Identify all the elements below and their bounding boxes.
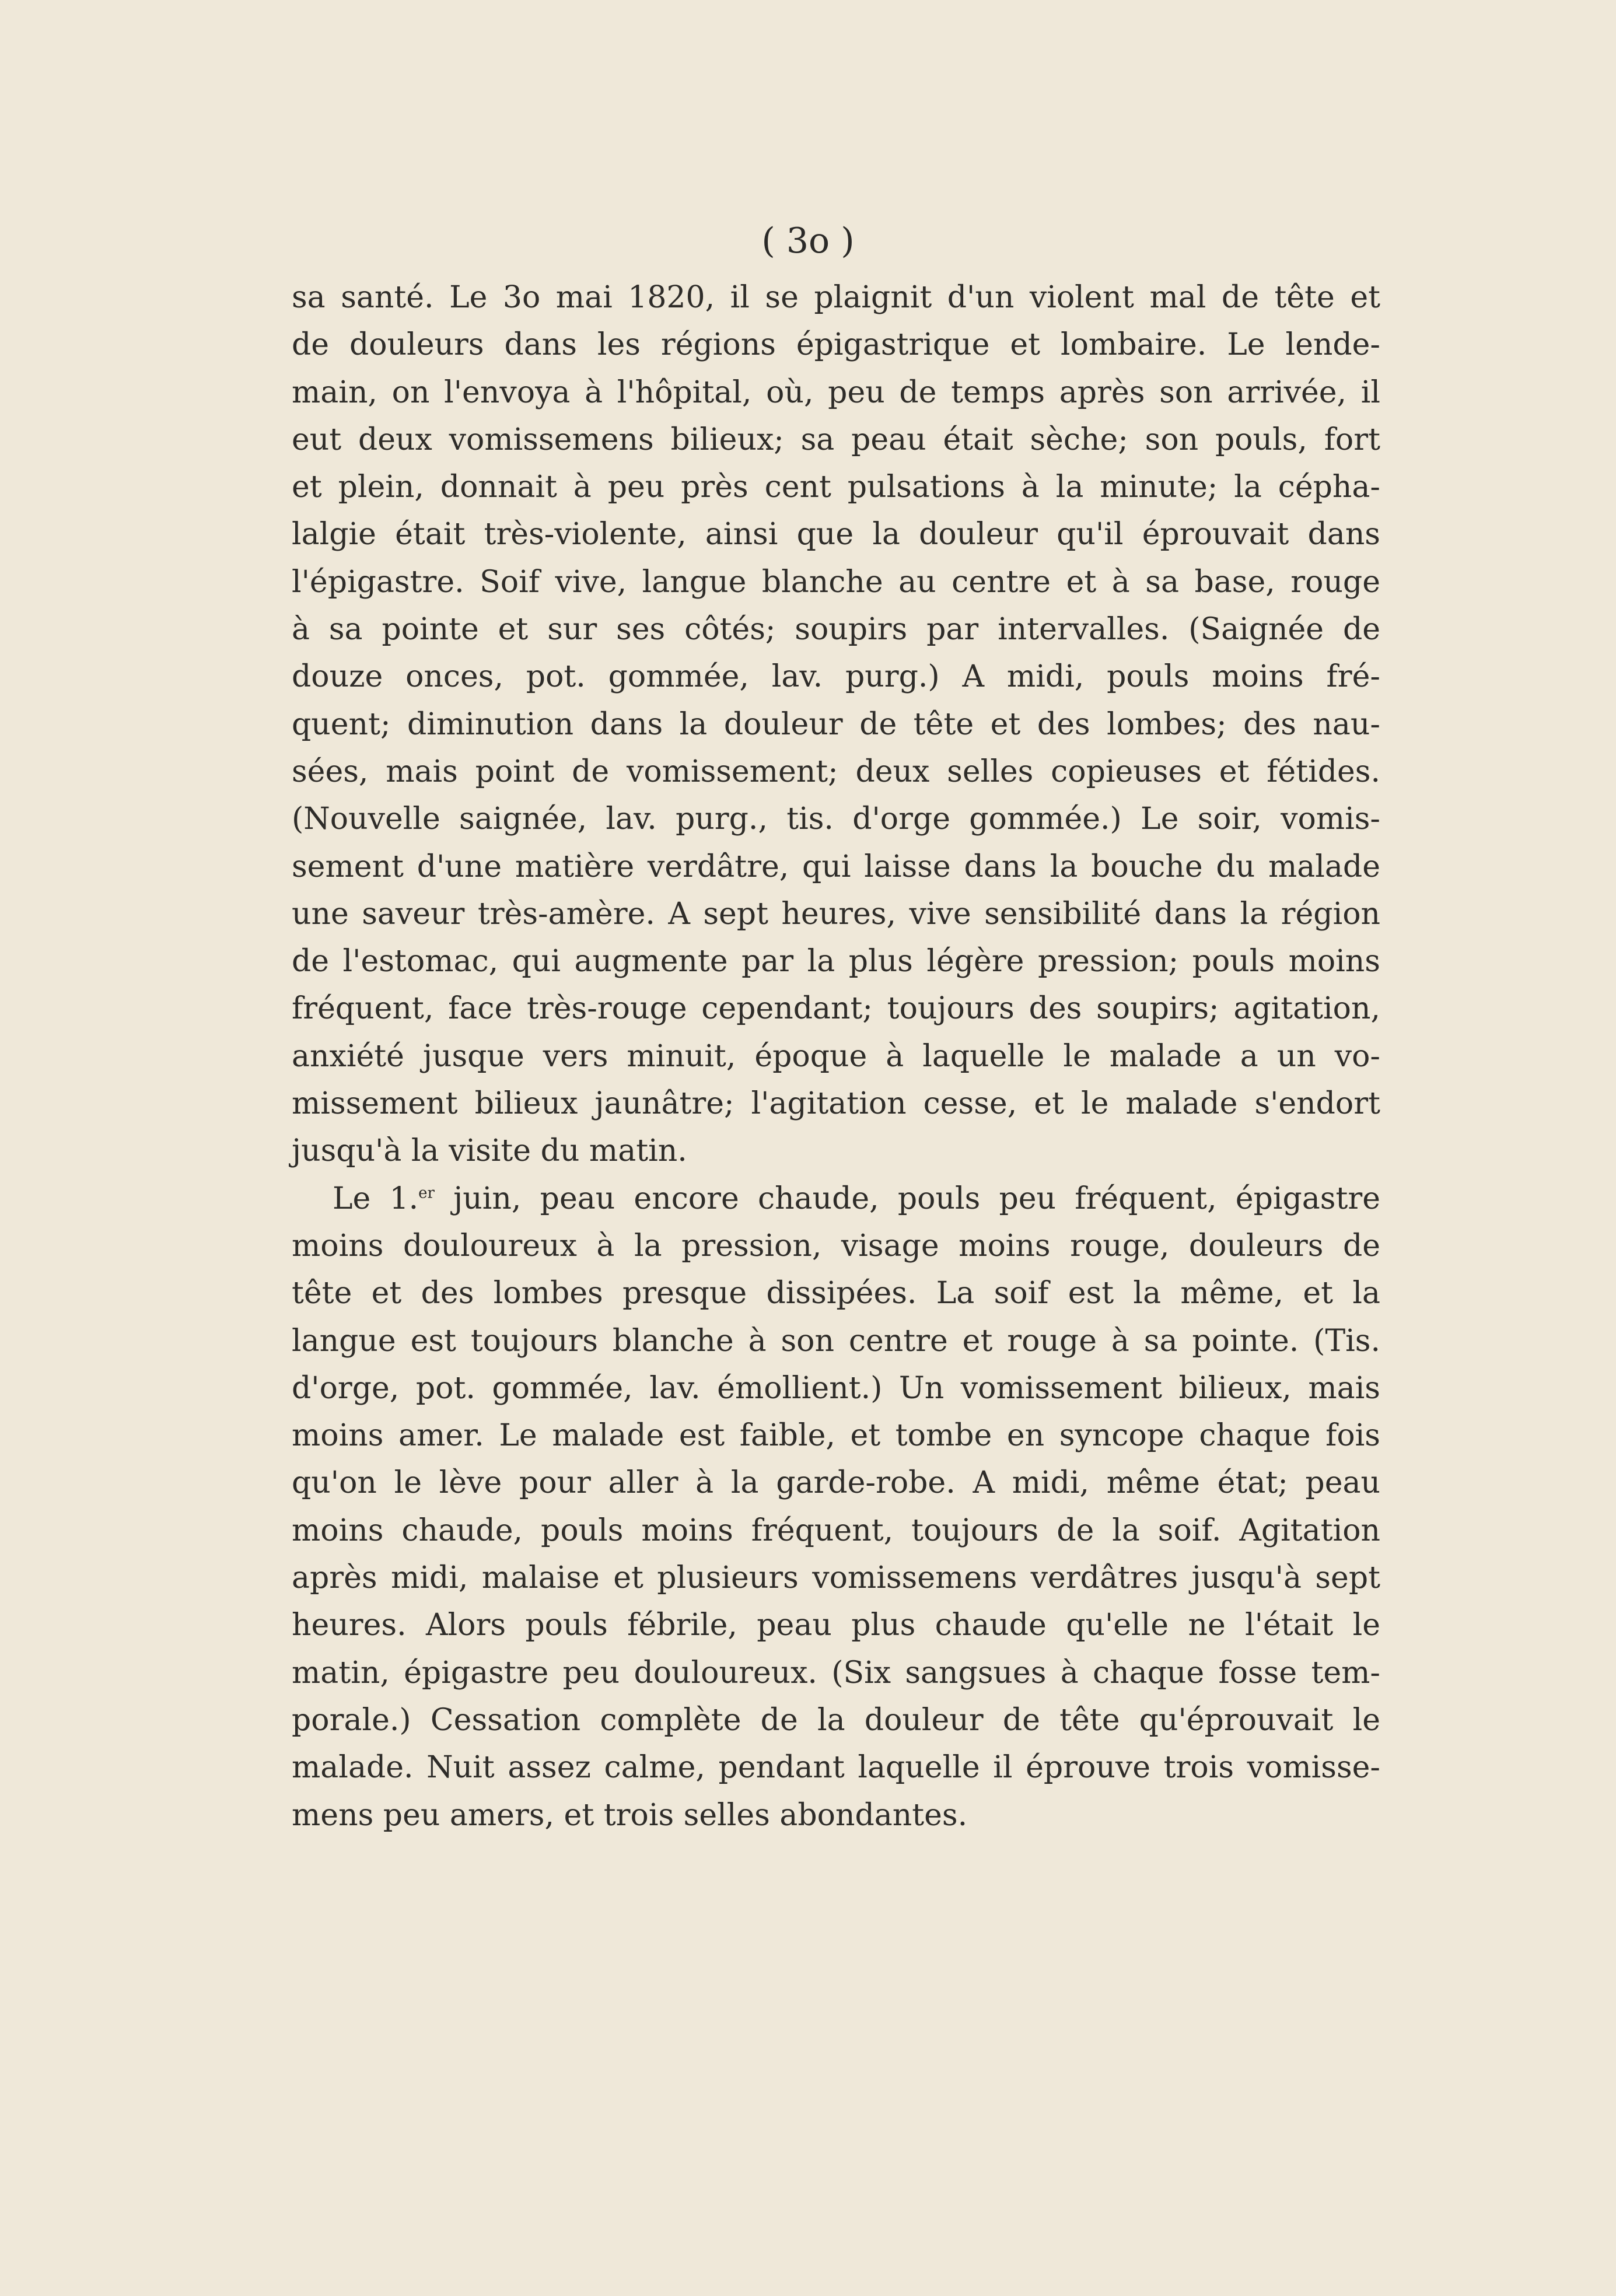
text-line: lalgie était très-violente, ainsi que la douleur qu'il éprouvait dans <box>292 517 1380 552</box>
body-text <box>292 274 1380 1839</box>
text-line: sa santé. Le 3o mai 1820, il se plaignit d'un violent mal de tête et <box>292 280 1380 315</box>
text-line: moins amer. Le malade est faible, et tombe en syncope chaque fois <box>292 1418 1380 1454</box>
paragraph-2 <box>292 1175 1380 1839</box>
text-line: et plein, donnait à peu près cent pulsations à la minute; la cépha- <box>292 470 1380 505</box>
paragraph-1 <box>292 274 1380 1175</box>
text-line: une saveur très-amère. A sept heures, vive sensibilité dans la région <box>292 896 1380 932</box>
text-line: douze onces, pot. gommée, lav. purg.) A midi, pouls moins fré- <box>292 659 1380 695</box>
text-line: mens peu amers, et trois selles abondantes. <box>292 1797 968 1833</box>
text-line: de douleurs dans les régions épigastrique et lombaire. Le lende- <box>292 327 1380 363</box>
text-line: l'épigastre. Soif vive, langue blanche au centre et à sa base, rouge <box>292 564 1380 600</box>
text-line: malade. Nuit assez calme, pendant laquelle il éprouve trois vomisse- <box>292 1750 1380 1786</box>
text-line: quent; diminution dans la douleur de tête et des lombes; des nau- <box>292 706 1380 742</box>
text-line: de l'estomac, qui augmente par la plus légère pression; pouls moins <box>292 944 1380 979</box>
text-line: sées, mais point de vomissement; deux selles copieuses et fétides. <box>292 754 1380 789</box>
text-line: d'orge, pot. gommée, lav. émollient.) Un vomissement bilieux, mais <box>292 1370 1380 1406</box>
text-line: moins douloureux à la pression, visage moins rouge, douleurs de <box>292 1228 1380 1264</box>
text-line: porale.) Cessation complète de la douleur de tête qu'éprouvait le <box>292 1702 1380 1738</box>
text-line: moins chaude, pouls moins fréquent, toujours de la soif. Agitation <box>292 1513 1380 1548</box>
text-line: à sa pointe et sur ses côtés; soupirs par intervalles. (Saignée de <box>292 612 1380 648</box>
text-line: après midi, malaise et plusieurs vomissemens verdâtres jusqu'à sept <box>292 1560 1380 1596</box>
text-line: qu'on le lève pour aller à la garde-robe. A midi, même état; peau <box>292 1465 1380 1501</box>
paragraph-2-start: Le 1. <box>333 1181 419 1216</box>
text-line: sement d'une matière verdâtre, qui laisse dans la bouche du malade <box>292 849 1380 884</box>
text-line: fréquent, face très-rouge cependant; toujours des soupirs; agitation, <box>292 991 1380 1027</box>
text-line: main, on l'envoya à l'hôpital, où, peu de temps après son arrivée, il <box>292 374 1380 410</box>
paragraph-2-first-line: juin, peau encore chaude, pouls peu fréquent, épigastre <box>434 1181 1380 1216</box>
text-line <box>292 1175 1380 1223</box>
text-line: anxiété jusque vers minuit, époque à laquelle le malade a un vo- <box>292 1038 1380 1074</box>
text-line: heures. Alors pouls fébrile, peau plus chaude qu'elle ne l'était le <box>292 1608 1380 1643</box>
ordinal-superscript: er <box>418 1184 435 1202</box>
text-line: missement bilieux jaunâtre; l'agitation cesse, et le malade s'endort <box>292 1086 1380 1122</box>
page-number: ( 3o ) <box>761 220 855 261</box>
text-line: matin, épigastre peu douloureux. (Six sangsues à chaque fosse tem- <box>292 1655 1380 1690</box>
text-line: eut deux vomissemens bilieux; sa peau était sèche; son pouls, fort <box>292 422 1380 457</box>
text-line: jusqu'à la visite du matin. <box>292 1133 687 1169</box>
text-line: langue est toujours blanche à son centre et rouge à sa pointe. (Tis. <box>292 1323 1380 1359</box>
text-line: tête et des lombes presque dissipées. La soif est la même, et la <box>292 1276 1380 1311</box>
text-line: (Nouvelle saignée, lav. purg., tis. d'orge gommée.) Le soir, vomis- <box>292 802 1380 837</box>
